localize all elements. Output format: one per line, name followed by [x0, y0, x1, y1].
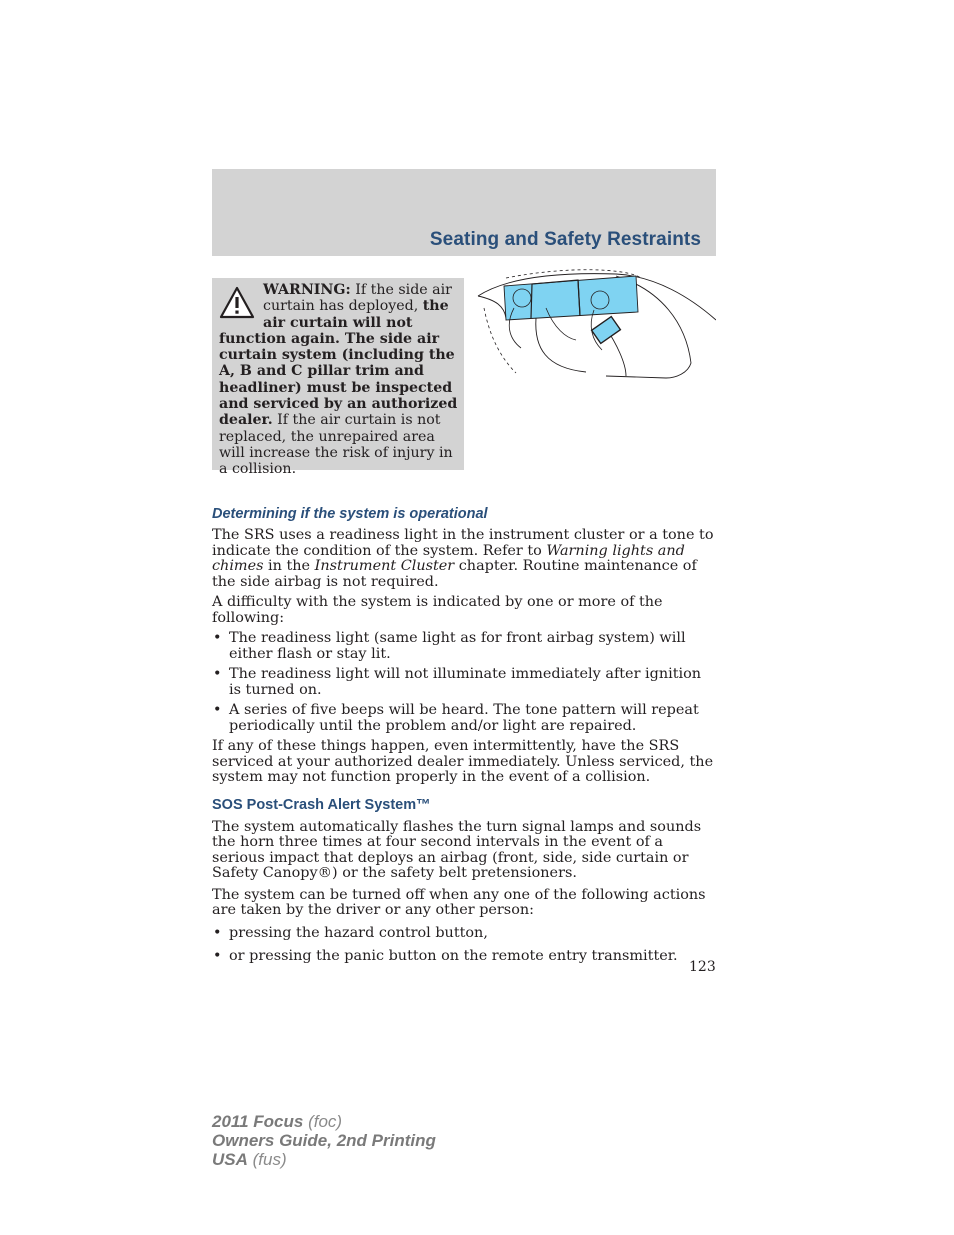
bullet: • [213, 924, 222, 941]
footer-model: 2011 Focus [212, 1112, 304, 1131]
bullet: • [213, 948, 222, 964]
list-item-text: pressing the hazard control button, [229, 924, 488, 941]
paragraph: If any of these things happen, even intermittently, have the SRS serviced at your authorized dealer immediately. Unless serviced, the system may not function properly in the event of a collision. [212, 738, 714, 785]
main-content [212, 505, 716, 970]
text-run: The SRS uses a readiness light in the instrument cluster or a tone to indicate the condition of the system. Refer to [212, 527, 714, 559]
side-airbag-shape [592, 317, 621, 344]
turn-off-list [212, 926, 716, 965]
list-item-text: The readiness light (same light as for front airbag system) will either flash or stay lit. [229, 630, 686, 662]
list-item [212, 631, 716, 662]
warning-label: WARNING: [263, 282, 351, 298]
bullet: • [213, 666, 222, 682]
paragraph: The system automatically flashes the turn signal lamps and sounds the horn three times at four second intervals in the event of a serious impact that deploys an airbag (front, side, side curtain or Safety Canopy®) or the safety belt pretensioners. [212, 818, 702, 881]
warning-triangle-icon [219, 285, 255, 321]
warning-text-2: If the air curtain is not replaced, the unrepaired area will increase the risk of injury in a collision. [219, 412, 453, 478]
difficulty-list [212, 631, 716, 734]
warning-box [212, 278, 464, 478]
air-curtain-shape [504, 276, 638, 320]
footer-market-code: (fus) [247, 1150, 287, 1169]
text-run: in the [263, 558, 315, 574]
text-run: chapter. Routine maintenance of the side airbag is not required. [212, 558, 697, 590]
page-number: 123 [689, 959, 716, 975]
paragraph [212, 528, 716, 590]
warning-text-1: If the side air curtain has deployed, [263, 282, 452, 315]
side-air-curtain-illustration [476, 268, 716, 380]
reference-instrument-cluster: Instrument Cluster [314, 558, 455, 574]
list-item-text: A series of five beeps will be heard. The tone pattern will repeat periodically until the problem and/or light are repaired. [229, 702, 699, 734]
section-title: Seating and Safety Restraints [429, 229, 701, 250]
section-header-band [212, 169, 716, 256]
paragraph: The system can be turned off when any one of the following actions are taken by the driver or any other person: [212, 886, 706, 918]
section-heading-operational: Determining if the system is operational [212, 506, 488, 522]
bullet: • [213, 630, 222, 646]
footer-line-3 [212, 1150, 436, 1169]
bullet: • [213, 702, 222, 718]
footer-line-1 [212, 1112, 436, 1131]
footer-line-2: Owners Guide, 2nd Printing [212, 1131, 436, 1150]
warning-text-bold: the air curtain will not function again. The side air curtain system (including the A, B and C pillar trim and headliner) must be inspected and serviced by an authorized dealer. [219, 298, 458, 429]
list-item [212, 926, 716, 942]
list-item [212, 703, 716, 734]
reference-warning-lights: Warning lights and chimes [212, 542, 685, 574]
list-item [212, 667, 716, 698]
list-item [212, 949, 716, 965]
document-footer [212, 1112, 436, 1169]
footer-model-code: (foc) [303, 1112, 343, 1131]
footer-market: USA [212, 1150, 248, 1169]
list-item-text: or pressing the panic button on the remote entry transmitter. [229, 948, 678, 964]
list-item-text: The readiness light will not illuminate immediately after ignition is turned on. [229, 666, 702, 698]
section-heading-sos: SOS Post-Crash Alert System™ [212, 796, 431, 813]
paragraph: A difficulty with the system is indicated by one or more of the following: [212, 594, 663, 626]
